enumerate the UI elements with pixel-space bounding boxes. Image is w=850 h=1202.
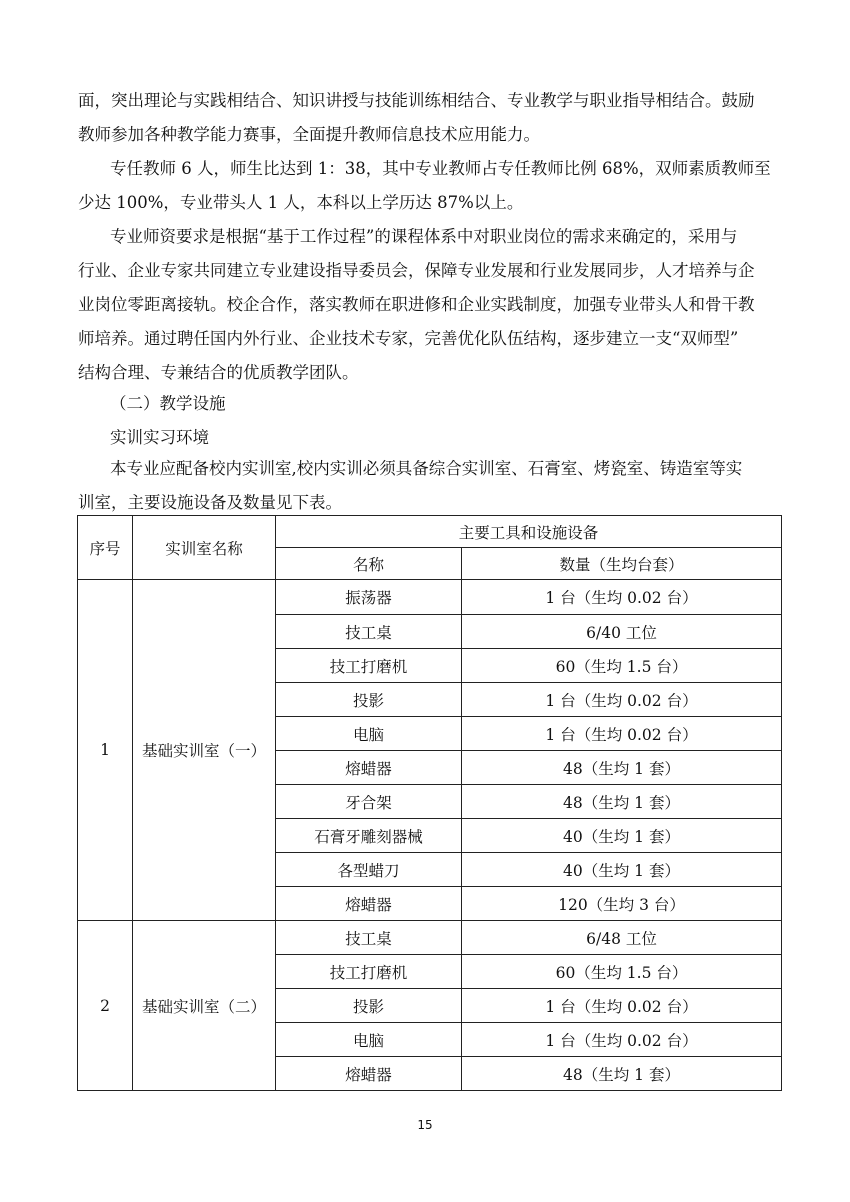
item-quantity: 40（生均 1 套） [462, 819, 782, 853]
row-room-name: 基础实训室（二） [133, 921, 276, 1091]
row-seq: 2 [78, 921, 133, 1091]
header-room-name: 实训室名称 [133, 516, 276, 580]
text-line: 师培养。通过聘任国内外行业、企业技术专家，完善优化队伍结构，逐步建立一支“双师型” [78, 329, 739, 348]
item-quantity: 48（生均 1 套） [462, 1057, 782, 1091]
text-line: 训室，主要设施设备及数量见下表。 [78, 493, 342, 512]
item-quantity: 40（生均 1 套） [462, 853, 782, 887]
text-line: 教师参加各种教学能力赛事，全面提升教师信息技术应用能力。 [78, 125, 540, 144]
row-seq: 1 [78, 580, 133, 921]
header-seq: 序号 [78, 516, 133, 580]
item-name: 振荡器 [276, 580, 462, 615]
text-line: 行业、企业专家共同建立专业建设指导委员会，保障专业发展和行业发展同步，人才培养与企 [78, 261, 755, 280]
item-name: 各型蜡刀 [276, 853, 462, 887]
item-name: 电脑 [276, 1023, 462, 1057]
row-room-name: 基础实训室（一） [133, 580, 276, 921]
text-line: 专业师资要求是根据“基于工作过程”的课程体系中对职业岗位的需求来确定的，采用与 [110, 227, 738, 246]
sub-heading: 实训实习环境 [110, 428, 209, 447]
paragraph-faculty-requirements [78, 220, 778, 390]
item-name: 技工桌 [276, 615, 462, 649]
item-quantity: 48（生均 1 套） [462, 751, 782, 785]
facilities-table [77, 515, 782, 1091]
item-quantity: 6/40 工位 [462, 615, 782, 649]
table-row [78, 921, 782, 955]
table-header-row [78, 516, 782, 548]
item-quantity: 1 台（生均 0.02 台） [462, 683, 782, 717]
text-line: 本专业应配备校内实训室,校内实训必须具备综合实训室、石膏室、烤瓷室、铸造室等实 [110, 459, 743, 478]
paragraph-training-rooms [78, 452, 778, 520]
text-line: 少达 100%，专业带头人 1 人，本科以上学历达 87%以上。 [78, 193, 524, 212]
text-line: 结构合理、专兼结合的优质教学团队。 [78, 363, 359, 382]
item-quantity: 60（生均 1.5 台） [462, 649, 782, 683]
item-name: 技工打磨机 [276, 649, 462, 683]
header-quantity: 数量（生均台套） [462, 548, 782, 580]
item-name: 电脑 [276, 717, 462, 751]
item-quantity: 48（生均 1 套） [462, 785, 782, 819]
item-name: 石膏牙雕刻器械 [276, 819, 462, 853]
item-quantity: 60（生均 1.5 台） [462, 955, 782, 989]
page-number: 15 [417, 1118, 433, 1132]
item-quantity: 1 台（生均 0.02 台） [462, 1023, 782, 1057]
paragraph-teaching-integration [78, 84, 778, 152]
item-quantity: 1 台（生均 0.02 台） [462, 717, 782, 751]
item-quantity: 6/48 工位 [462, 921, 782, 955]
section-heading: （二）教学设施 [110, 394, 226, 413]
text-line: 业岗位零距离接轨。校企合作，落实教师在职进修和企业实践制度，加强专业带头人和骨干教 [78, 295, 755, 314]
table-row [78, 580, 782, 615]
item-name: 熔蜡器 [276, 1057, 462, 1091]
header-item-name: 名称 [276, 548, 462, 580]
item-name: 牙合架 [276, 785, 462, 819]
item-name: 投影 [276, 989, 462, 1023]
item-quantity: 1 台（生均 0.02 台） [462, 989, 782, 1023]
header-main-equipment: 主要工具和设施设备 [276, 516, 782, 548]
item-name: 熔蜡器 [276, 887, 462, 921]
text-line: 专任教师 6 人，师生比达到 1：38，其中专业教师占专任教师比例 68%，双师素质教师至 [110, 159, 771, 178]
paragraph-staff-ratio [78, 152, 778, 220]
text-line: 面，突出理论与实践相结合、知识讲授与技能训练相结合、专业教学与职业指导相结合。鼓励 [78, 91, 755, 110]
item-name: 投影 [276, 683, 462, 717]
item-quantity: 120（生均 3 台） [462, 887, 782, 921]
item-name: 技工桌 [276, 921, 462, 955]
item-name: 熔蜡器 [276, 751, 462, 785]
item-quantity: 1 台（生均 0.02 台） [462, 580, 782, 615]
item-name: 技工打磨机 [276, 955, 462, 989]
